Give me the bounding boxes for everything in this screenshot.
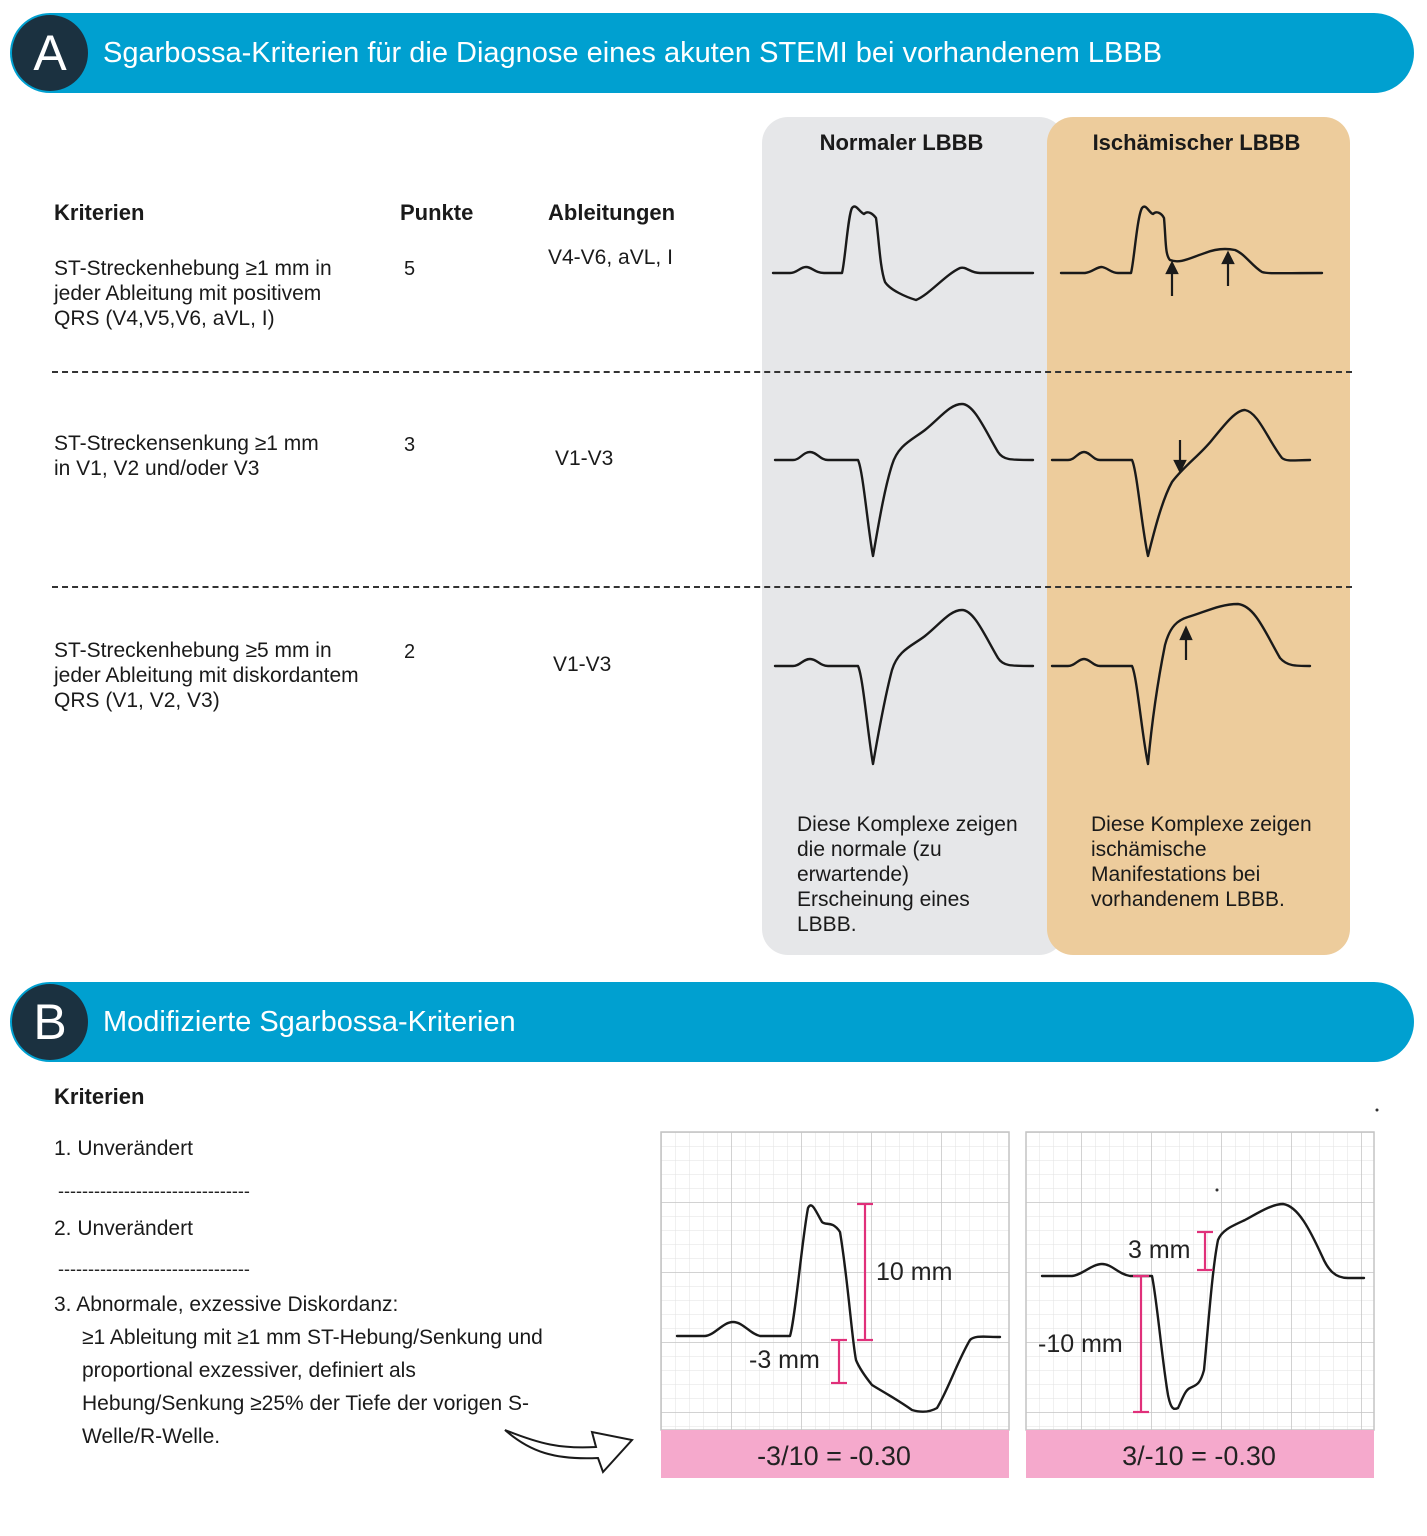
points-3: 2 xyxy=(404,641,416,663)
arrow-up-icon xyxy=(1223,253,1233,286)
ecg-ischemic-row2 xyxy=(1052,410,1310,556)
arrow-up-icon xyxy=(1181,628,1191,660)
curved-arrow-icon xyxy=(505,1430,632,1472)
label-minus10mm: -10 mm xyxy=(1038,1330,1123,1358)
criterion-1: ST-Streckenhebung ≥1 mm in jeder Ableitung mit positivem QRS (V4,V5,V6, aVL, I) xyxy=(54,257,332,330)
modified-separator-2: -------------------------------- xyxy=(58,1259,250,1279)
section-b-badge: B xyxy=(12,984,88,1060)
ecg-ischemic-row1 xyxy=(1061,207,1322,274)
leads-1: V4-V6, aVL, I xyxy=(548,246,673,269)
ecg-grid-2 xyxy=(1026,1132,1374,1430)
ecg-grid-1 xyxy=(661,1132,1009,1430)
normal-lbbb-note: Diese Komplexe zeigen die normale (zu erwartende) Erscheinung eines LBBB. xyxy=(797,813,1018,936)
points-header: Punkte xyxy=(400,200,474,225)
criterion-2: ST-Streckensenkung ≥1 mm in V1, V2 und/oder V3 xyxy=(54,432,319,480)
stray-dot xyxy=(1216,1189,1219,1192)
arrow-up-icon xyxy=(1167,263,1177,296)
section-a-badge: A xyxy=(12,15,88,91)
section-a-title: Sgarbossa-Kriterien für die Diagnose eines akuten STEMI bei vorhandenem LBBB xyxy=(103,37,1163,69)
label-minus3mm: -3 mm xyxy=(749,1346,820,1374)
ischemic-lbbb-title: Ischämischer LBBB xyxy=(1092,130,1301,155)
arrow-down-icon xyxy=(1175,440,1185,471)
modified-separator-1: -------------------------------- xyxy=(58,1181,250,1201)
criterion-3: ST-Streckenhebung ≥5 mm in jeder Ableitung mit diskordantem QRS (V1, V2, V3) xyxy=(54,639,359,712)
modified-criteria-header: Kriterien xyxy=(54,1084,145,1109)
section-b-title: Modifizierte Sgarbossa-Kriterien xyxy=(103,1006,516,1038)
label-3mm: 3 mm xyxy=(1128,1236,1191,1264)
label-10mm: 10 mm xyxy=(876,1258,953,1286)
modified-item-3-title: 3. Abnormale, exzessive Diskordanz: xyxy=(54,1293,399,1316)
points-2: 3 xyxy=(404,434,416,456)
points-1: 5 xyxy=(404,258,416,280)
stray-dot xyxy=(1376,1109,1379,1112)
ecg-ischemic-row3 xyxy=(1052,604,1310,764)
leads-2: V1-V3 xyxy=(555,447,614,470)
leads-3: V1-V3 xyxy=(553,653,612,676)
modified-item-1: 1. Unverändert xyxy=(54,1137,193,1160)
ecg-normal-row3 xyxy=(775,610,1033,764)
criteria-header: Kriterien xyxy=(54,200,145,225)
leads-header: Ableitungen xyxy=(548,200,676,225)
ecg-normal-row1 xyxy=(773,207,1033,300)
modified-item-2: 2. Unverändert xyxy=(54,1217,193,1240)
ecg-normal-row2 xyxy=(775,404,1033,556)
ratio-1: -3/10 = -0.30 xyxy=(757,1441,911,1471)
ischemic-lbbb-note: Diese Komplexe zeigen ischämische Manifestations bei vorhandenem LBBB. xyxy=(1091,813,1312,911)
ratio-2: 3/-10 = -0.30 xyxy=(1122,1441,1276,1471)
modified-item-3-description: ≥1 Ableitung mit ≥1 mm ST-Hebung/Senkung und proportional exzessiver, definiert als Hebung/Senkung ≥25% der Tiefe der vorigen S-Welle/R-Welle. xyxy=(82,1326,543,1448)
normal-lbbb-title: Normaler LBBB xyxy=(819,130,984,155)
